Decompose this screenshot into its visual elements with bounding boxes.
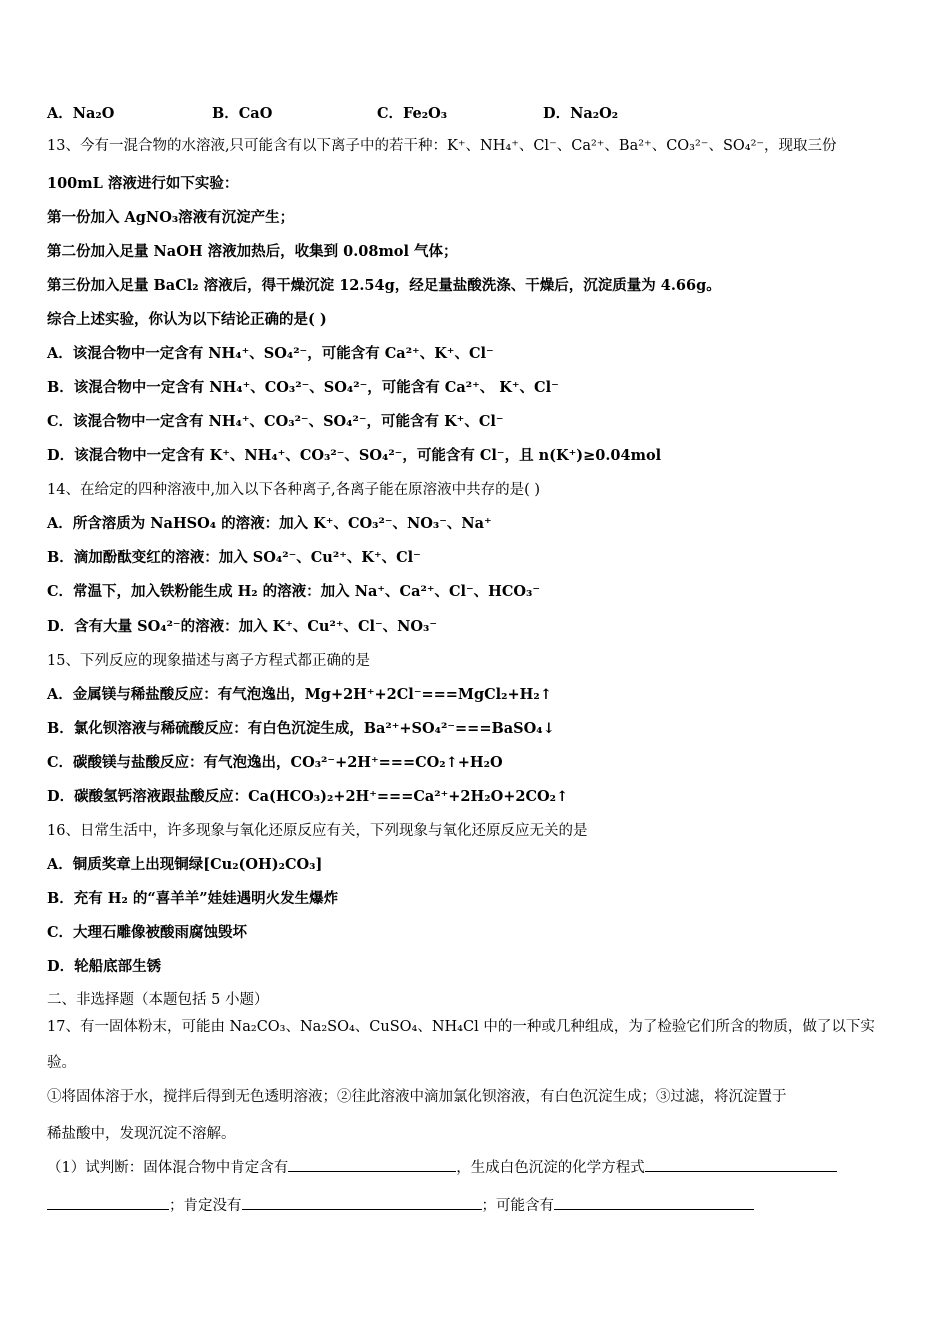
q14-option-b: B．滴加酚酞变红的溶液：加入 SO₄²⁻、Cu²⁺、K⁺、Cl⁻ [47, 549, 421, 566]
q13-exp3: 第三份加入足量 BaCl₂ 溶液后，得干燥沉淀 12.54g，经足量盐酸洗涤、干燥后，沉淀质量为 4.66g。 [47, 277, 721, 294]
q15-stem: 15、下列反应的现象描述与离子方程式都正确的是 [47, 653, 370, 669]
answer-blank-2-cont[interactable] [47, 1195, 169, 1210]
q17-part1-line2 [47, 1195, 754, 1216]
q17-part1-text-b: ，生成白色沉淀的化学方程式 [456, 1160, 645, 1176]
q13-option-c: C．该混合物中一定含有 NH₄⁺、CO₃²⁻、SO₄²⁻，可能含有 K⁺、Cl⁻ [47, 413, 504, 430]
q14-option-d: D．含有大量 SO₄²⁻的溶液：加入 K⁺、Cu²⁺、Cl⁻、NO₃⁻ [47, 618, 438, 635]
q12-option-d: D．Na₂O₂ [543, 105, 619, 122]
answer-blank-2[interactable] [645, 1157, 837, 1172]
q16-stem: 16、日常生活中，许多现象与氧化还原反应有关，下列现象与氧化还原反应无关的是 [47, 823, 588, 839]
q16-option-c: C．大理石雕像被酸雨腐蚀毁坏 [47, 924, 248, 941]
q12-option-b: B．CaO [212, 105, 273, 122]
q13-exp2: 第二份加入足量 NaOH 溶液加热后，收集到 0.08mol 气体； [47, 243, 458, 260]
q17-part1-text-c: ；肯定没有 [169, 1198, 242, 1214]
q16-option-d: D．轮船底部生锈 [47, 958, 162, 975]
q13-exp1: 第一份加入 AgNO₃溶液有沉淀产生； [47, 209, 295, 226]
answer-blank-1[interactable] [288, 1157, 456, 1172]
q15-option-a: A．金属镁与稀盐酸反应：有气泡逸出，Mg+2H⁺+2Cl⁻===MgCl₂+H₂↑ [47, 686, 552, 703]
section-heading: 二、非选择题（本题包括 5 小题） [47, 992, 269, 1008]
q17-steps: ①将固体溶于水，搅拌后得到无色透明溶液；②往此溶液中滴加氯化钡溶液，有白色沉淀生成；③过滤，将沉淀置于 [47, 1089, 787, 1105]
q17-stem: 17、有一固体粉末，可能由 Na₂CO₃、Na₂SO₄、CuSO₄、NH₄Cl 中的一种或几种组成，为了检验它们所含的物质，做了以下实 [47, 1019, 875, 1035]
q15-option-d: D．碳酸氢钙溶液跟盐酸反应：Ca(HCO₃)₂+2H⁺===Ca²⁺+2H₂O+2CO₂↑ [47, 788, 569, 805]
q17-part1-line1 [47, 1157, 837, 1178]
q16-option-a: A．铜质奖章上出现铜绿[Cu₂(OH)₂CO₃] [47, 856, 323, 873]
q17-steps-cont: 稀盐酸中，发现沉淀不溶解。 [47, 1126, 236, 1142]
q14-option-a: A．所含溶质为 NaHSO₄ 的溶液：加入 K⁺、CO₃²⁻、NO₃⁻、Na⁺ [47, 515, 492, 532]
answer-blank-4[interactable] [554, 1195, 754, 1210]
q17-stem-cont: 验。 [47, 1055, 76, 1071]
q13-option-d: D．该混合物中一定含有 K⁺、NH₄⁺、CO₃²⁻、SO₄²⁻，可能含有 Cl⁻，且 n(K⁺)≥0.04mol [47, 447, 662, 464]
q15-option-b: B．氯化钡溶液与稀硫酸反应：有白色沉淀生成，Ba²⁺+SO₄²⁻===BaSO₄↓ [47, 720, 555, 737]
q13-option-a: A．该混合物中一定含有 NH₄⁺、SO₄²⁻，可能含有 Ca²⁺、K⁺、Cl⁻ [47, 345, 494, 362]
q14-stem: 14、在给定的四种溶液中,加入以下各种离子,各离子能在原溶液中共存的是( ) [47, 482, 541, 498]
q13-stem: 13、今有一混合物的水溶液,只可能含有以下离子中的若干种：K⁺、NH₄⁺、Cl⁻、Ca²⁺、Ba²⁺、CO₃²⁻、SO₄²⁻，现取三份 [47, 138, 837, 154]
q13-stem-cont: 100mL 溶液进行如下实验： [47, 175, 239, 192]
q16-option-b: B．充有 H₂ 的“喜羊羊”娃娃遇明火发生爆炸 [47, 890, 339, 907]
q13-question: 综合上述实验，你认为以下结论正确的是( ) [47, 311, 327, 328]
q13-option-b: B．该混合物中一定含有 NH₄⁺、CO₃²⁻、SO₄²⁻，可能含有 Ca²⁺、 K⁺、Cl⁻ [47, 379, 559, 396]
answer-blank-3[interactable] [242, 1195, 482, 1210]
q15-option-c: C．碳酸镁与盐酸反应：有气泡逸出，CO₃²⁻+2H⁺===CO₂↑+H₂O [47, 754, 503, 771]
q17-part1-text-d: ；可能含有 [481, 1198, 554, 1214]
q12-option-a: A．Na₂O [47, 105, 115, 122]
q12-option-c: C．Fe₂O₃ [377, 105, 448, 122]
q17-part1-text-a: （1）试判断：固体混合物中肯定含有 [47, 1160, 289, 1176]
q14-option-c: C．常温下，加入铁粉能生成 H₂ 的溶液：加入 Na⁺、Ca²⁺、Cl⁻、HCO₃⁻ [47, 583, 541, 600]
